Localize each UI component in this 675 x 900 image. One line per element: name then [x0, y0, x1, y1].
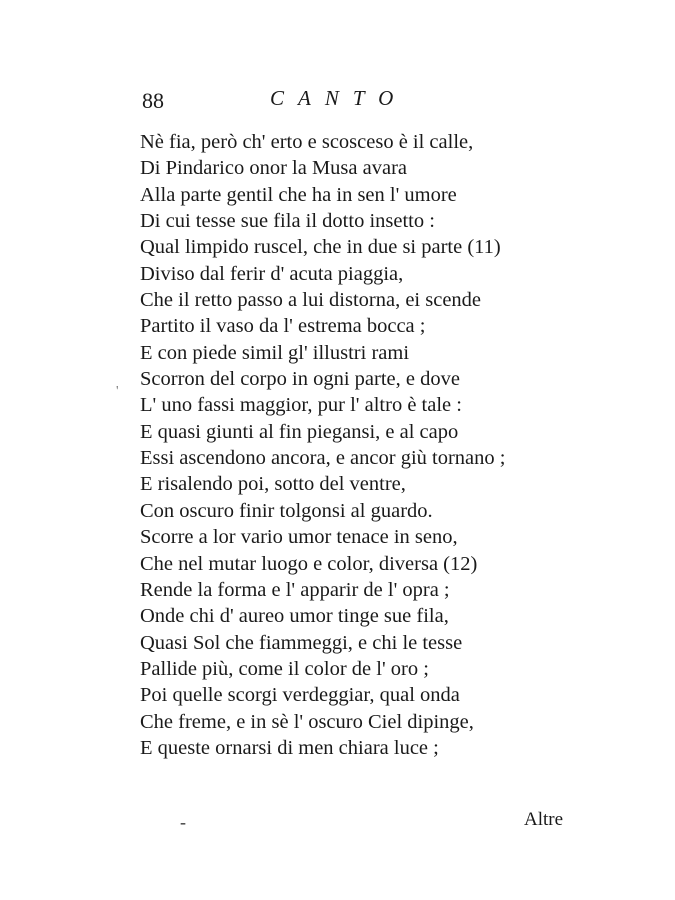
verse-line: Che il retto passo a lui distorna, ei scende [140, 289, 482, 312]
verse-line: Nè fia, però ch' erto e scosceso è il calle, [140, 131, 474, 153]
verse-line: Poi quelle scorgi verdeggiar, qual onda [140, 684, 460, 707]
bottom-mark: - [180, 812, 186, 832]
verse-line: Alla parte gentil che ha in sen l' umore [140, 183, 457, 206]
verse-line: E risalendo poi, sotto del ventre, [140, 473, 406, 496]
verse-line: Diviso dal ferir d' acuta piaggia, [140, 262, 404, 285]
verse-line: Scorron del corpo in ogni parte, e dove [140, 368, 460, 391]
verse-line: Di cui tesse sue fila il dotto insetto : [140, 210, 435, 233]
catchword: Altre [524, 809, 564, 830]
verse-line: E queste ornarsi di men chiara luce ; [140, 736, 439, 759]
verse-line: Pallide più, come il color de l' oro ; [140, 657, 429, 680]
verse-line: E con piede simil gl' illustri rami [140, 341, 410, 364]
verse-line: Che nel mutar luogo e color, diversa (12) [140, 552, 478, 575]
verse-line: Partito il vaso da l' estrema bocca ; [140, 315, 426, 338]
verse-line: Rende la forma e l' apparir de l' opra ; [140, 578, 450, 601]
verse-line: Con oscuro finir tolgonsi al guardo. [140, 499, 433, 522]
verse-line: E quasi giunti al fin piegansi, e al capo [140, 420, 459, 443]
running-head: CANTO [270, 86, 408, 110]
verse-line: Onde chi d' aureo umor tinge sue fila, [140, 605, 449, 628]
verse-line: Di Pindarico onor la Musa avara [140, 157, 407, 180]
verse-line: Che freme, e in sè l' oscuro Ciel dipinge, [140, 710, 474, 733]
page-number: 88 [142, 88, 164, 113]
verse-line: Quasi Sol che fiammeggi, e chi le tesse [140, 631, 463, 654]
verse-line: Qual limpido ruscel, che in due si parte (11) [140, 236, 501, 259]
verse-block [140, 129, 600, 761]
verse-line: Essi ascendono ancora, e ancor giù tornano ; [140, 447, 506, 470]
page-header [142, 84, 442, 118]
verse-line: Scorre a lor vario umor tenace in seno, [140, 526, 458, 549]
margin-mark: ' [116, 384, 119, 399]
verse-line: L' uno fassi maggior, pur l' altro è tale : [140, 394, 462, 417]
